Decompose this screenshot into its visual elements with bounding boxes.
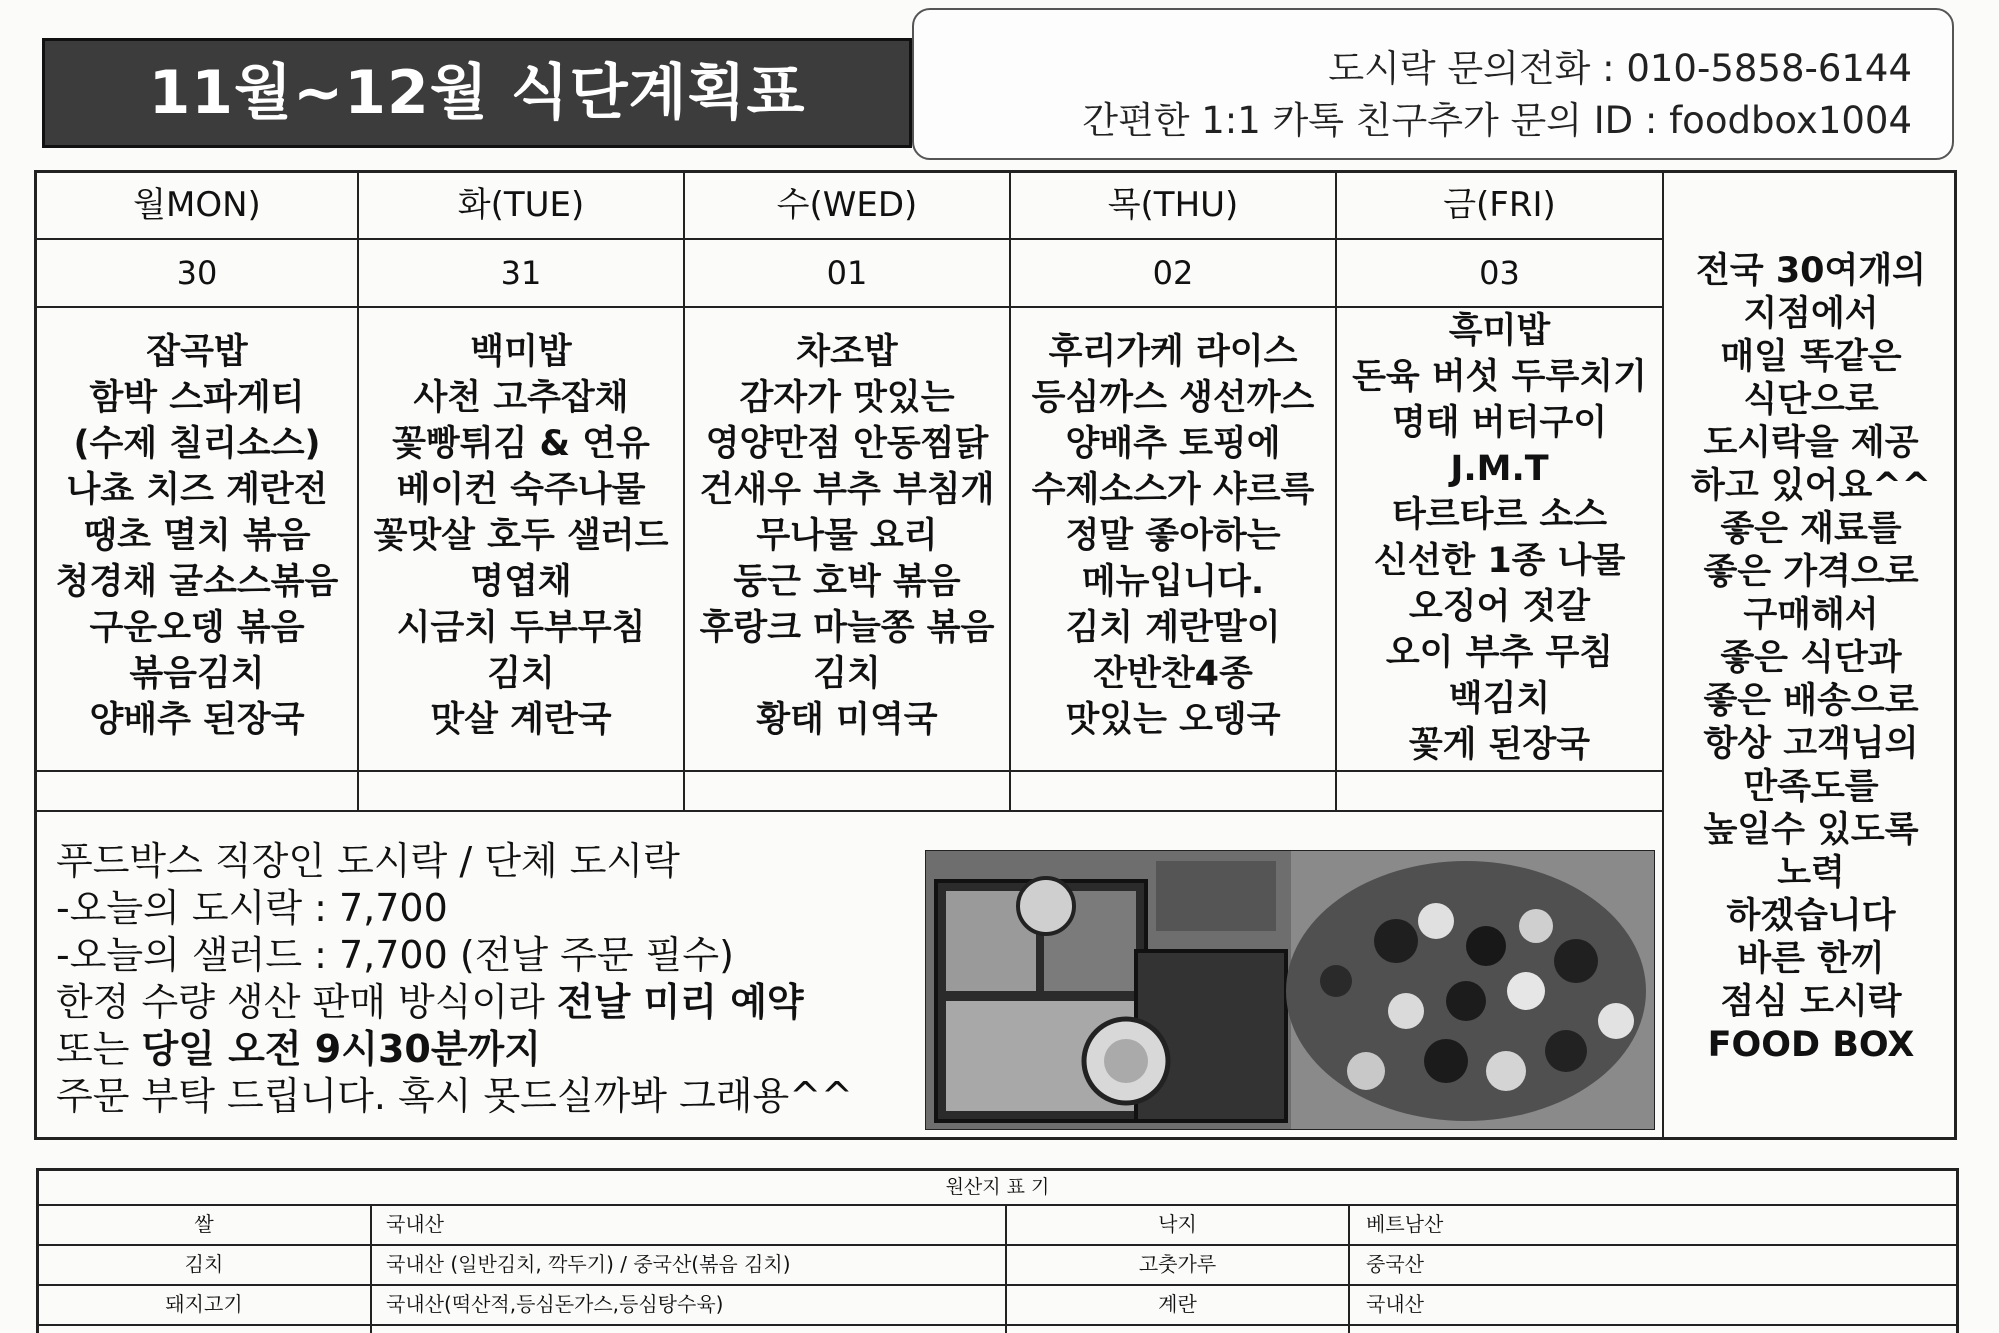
sidebar-line: 전국 30여개의 [1696,251,1926,291]
menu-item: 차조밥 [796,332,898,372]
menu-item: 청경채 굴소스볶음 [55,562,339,602]
menu-item: 후리가케 라이스 [1048,332,1298,372]
promo-line [56,979,916,1026]
sidebar-line: 점심 도시락 [1720,982,1902,1022]
sidebar-line: 도시락을 제공 [1703,423,1919,463]
promo-line [56,1026,916,1073]
sidebar-line: 높일수 있도록 [1703,810,1919,850]
menu-item: 명엽채 [470,562,572,602]
origin-country: 국내산 (일반김치, 깍두기) / 중국산(볶음 김치) [386,1252,791,1276]
day-header-thu: 목(THU) [1107,185,1239,225]
origin-country: 국내산 [1366,1292,1424,1316]
menu-item: 오이 부추 무침 [1385,633,1614,673]
sidebar-line: 하고 있어요^^ [1691,466,1931,506]
promo-emphasis: 당일 오전 9시30분까지 [141,1027,541,1071]
menu-list-fri [1337,308,1662,768]
menu-item: 무나물 요리 [756,516,938,556]
sidebar-line: 하겠습니다 [1726,896,1896,936]
menu-item: 김치 계란말이 [1065,608,1281,648]
sidebar-line: 좋은 가격으로 [1703,552,1919,592]
origin-country: 국내산(떡산적,등심돈가스,등심탕수육) [386,1292,724,1316]
menu-list-tue [359,329,683,743]
day-header-fri: 금(FRI) [1443,185,1556,225]
grid-line [1348,1204,1350,1333]
menu-item: 양배추 토핑에 [1065,424,1281,464]
day-date-tue: 31 [500,254,542,292]
contact-box [912,8,1954,160]
sidebar-line: 항상 고객님의 [1703,724,1919,764]
sidebar-line: 좋은 배송으로 [1703,681,1919,721]
contact-phone: 도시락 문의전화 : 010-5858-6144 [1328,47,1912,90]
menu-item: 함박 스파게티 [89,378,305,418]
food-photo [925,850,1655,1130]
sidebar-line: 구매해서 [1743,595,1879,635]
day-date-thu: 02 [1152,254,1194,292]
menu-item: 메뉴입니다. [1081,562,1265,602]
menu-item: J.M.T [1450,449,1549,489]
menu-item: 김치 [487,654,555,694]
menu-item: 둥근 호박 볶음 [733,562,961,602]
menu-list-thu [1011,329,1335,743]
menu-item: 볶음김치 [129,654,265,694]
promo-line: 주문 부탁 드립니다. 혹시 못드실까봐 그래용^^ [56,1074,853,1118]
menu-item: 오징어 젓갈 [1408,587,1591,627]
origin-country: 국내산 [386,1212,444,1236]
sidebar-line: 노력 [1777,853,1845,893]
menu-item: 양배추 된장국 [89,700,305,740]
menu-item: 시금치 두부무침 [396,608,646,648]
menu-list-wed [685,329,1009,743]
promo-line: 푸드박스 직장인 도시락 / 단체 도시락 [56,839,680,883]
menu-item: 명태 버터구이 [1391,403,1608,443]
menu-item: 잔반찬4종 [1093,654,1253,694]
origin-item: 김치 [184,1252,224,1276]
menu-item: 백미밥 [470,332,572,372]
menu-item: 타르타르 소스 [1391,495,1608,535]
promo-emphasis: 전날 미리 예약 [556,980,804,1024]
origin-country: 베트남산 [1366,1212,1444,1236]
menu-item: 나쵸 치즈 계란전 [66,470,328,510]
grid-line [370,1204,372,1333]
origin-country: 중국산 [1366,1252,1424,1276]
menu-item: (수제 칠리소스) [73,424,321,464]
food-photo-illustration [926,851,1655,1130]
sidebar-line: 좋은 식단과 [1720,638,1902,678]
promo-text [56,838,916,1120]
origin-table-title: 원산지 표 기 [945,1176,1050,1198]
menu-item: 감자가 맛있는 [739,378,955,418]
contact-kakao-id: 간편한 1:1 카톡 친구추가 문의 ID : foodbox1004 [1082,99,1912,142]
grid-line [34,810,1663,812]
day-date-mon: 30 [176,254,218,292]
menu-item: 후랑크 마늘쫑 볶음 [699,608,995,648]
day-header-wed: 수(WED) [776,185,918,225]
origin-item: 낙지 [1158,1212,1197,1236]
menu-item: 꽃빵튀김 & 연유 [392,424,650,464]
day-date-fri: 03 [1479,254,1520,292]
menu-item: 신선한 1종 나물 [1373,541,1626,581]
menu-item: 영양만점 안동찜닭 [705,424,989,464]
day-header-tue: 화(TUE) [457,185,585,225]
day-header-mon: 월MON) [133,185,261,225]
menu-item: 맛살 계란국 [430,700,612,740]
origin-item: 쌀 [194,1212,214,1236]
menu-item: 구운오뎅 볶음 [89,608,305,648]
sidebar-line: 바른 한끼 [1737,939,1885,979]
menu-item: 수제소스가 샤르륵 [1031,470,1315,510]
grid-line [36,1324,1959,1326]
grid-line [34,770,1663,772]
menu-item: 백김치 [1448,679,1551,719]
sidebar-line: 지점에서 [1743,294,1879,334]
promo-line: -오늘의 샐러드 : 7,700 (전날 주문 필수) [56,933,734,977]
grid-line [1662,170,1664,1140]
sidebar-line: 매일 똑같은 [1720,337,1902,377]
day-date-wed: 01 [826,254,868,292]
menu-item: 꽃맛살 호두 샐러드 [373,516,669,556]
sidebar-message [1666,250,1956,1067]
origin-item: 계란 [1158,1292,1197,1316]
promo-segment: 한정 수량 생산 판매 방식이라 [56,980,557,1024]
menu-item: 땡초 멸치 볶음 [83,516,311,556]
menu-item: 베이컨 숙주나물 [396,470,646,510]
sidebar-line: FOOD BOX [1707,1025,1915,1065]
menu-item: 등심까스 생선까스 [1031,378,1315,418]
sidebar-line: 식단으로 [1743,380,1879,420]
menu-item: 돈육 버섯 두루치기 [1352,357,1647,397]
menu-item: 건새우 부추 부침개 [699,470,995,510]
menu-item: 김치 [813,654,881,694]
menu-item: 흑미밥 [1448,311,1551,351]
sidebar-line: 좋은 재료를 [1720,509,1902,549]
menu-item: 잡곡밥 [146,332,248,372]
menu-item: 맛있는 오뎅국 [1065,700,1281,740]
sidebar-line: 만족도를 [1743,767,1879,807]
menu-item: 사천 고추잡채 [413,378,629,418]
page-title: 11월~12월 식단계획표 [148,58,806,128]
promo-segment: 또는 [56,1027,142,1071]
origin-item: 돼지고기 [165,1292,243,1316]
promo-line: -오늘의 도시락 : 7,700 [56,886,448,930]
menu-list-mon [37,329,357,743]
menu-item: 황태 미역국 [756,700,938,740]
menu-item: 꽃게 된장국 [1408,725,1591,765]
origin-item: 고춧가루 [1138,1252,1217,1276]
menu-item: 정말 좋아하는 [1065,516,1281,556]
